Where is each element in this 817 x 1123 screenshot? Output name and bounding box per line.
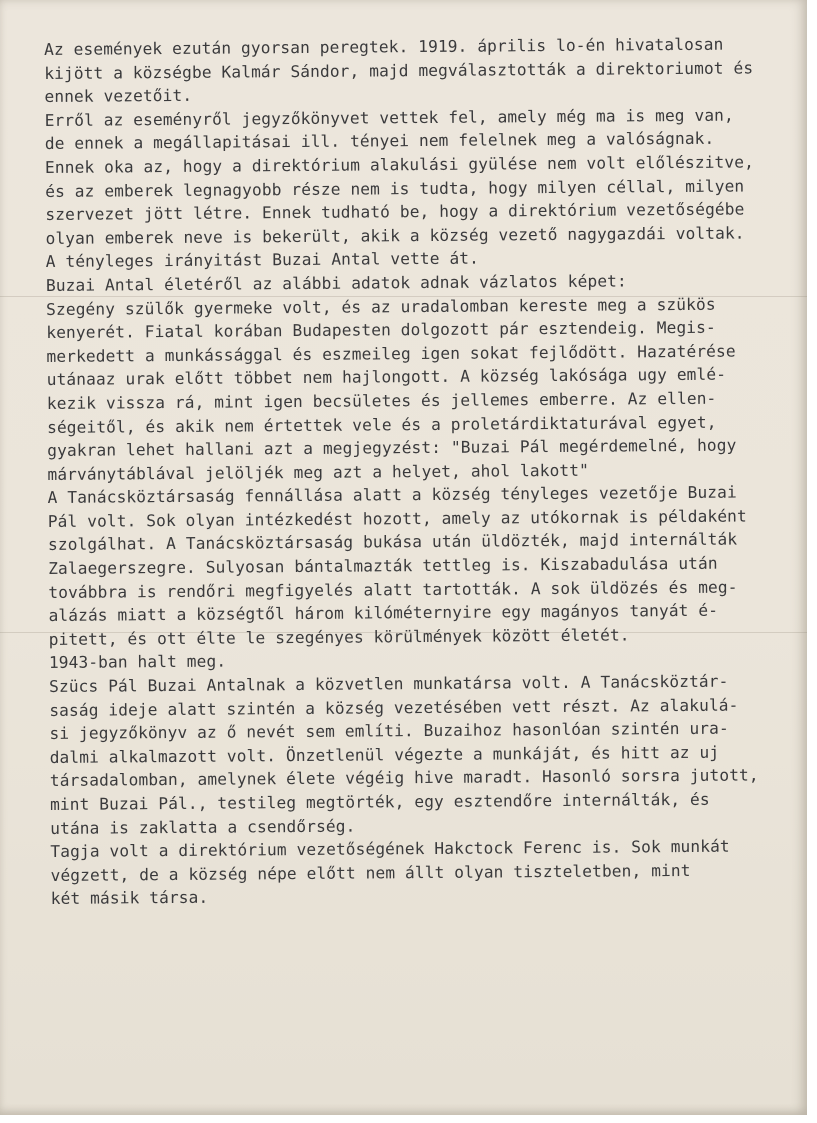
text-line: szervezet jött létre. Ennek tudható be, hogy a direktórium vezetőségébe [45, 199, 745, 225]
text-line: si jegyzőkönyv az ő nevét sem említi. Buzaihoz hasonlóan szintén ura- [49, 718, 729, 744]
text-line: A tényleges irányitást Buzai Antal vette át. [45, 248, 480, 272]
text-line: pitett, és ott élte le szegényes körülmények között életét. [48, 625, 630, 649]
text-line: Ennek oka az, hogy a direktórium alakulási gyülése nem volt előlészitve, [44, 152, 754, 177]
text-line: társadalomban, amelynek élete végéig hive maradt. Hasonló sorsra jutott, [49, 765, 759, 791]
text-line: Szegény szülők gyermeke volt, és az uradalomban kereste meg a szükös [46, 294, 716, 319]
text-line: mint Buzai Pál., testileg megtörték, egy esztendőre internálták, és [49, 789, 710, 814]
text-line: Az események ezután gyorsan peregtek. 1919. április lo-én hivatalosan [44, 34, 724, 59]
text-line: Szücs Pál Buzai Antalnak a közvetlen munkatársa volt. A Tanácsköztár- [49, 671, 729, 697]
text-line: ennek vezetőit. [44, 86, 193, 107]
text-line: kijött a községbe Kalmár Sándor, majd megválasztották a direktoriumot és [44, 58, 754, 83]
text-line: utánaaz urak előtt többet nem hajlongott. A község lakósága ugy emlé- [46, 364, 727, 390]
text-line: dalmi alkalmazott volt. Önzetlenül végezte a munkáját, és hitt az uj [49, 742, 720, 767]
text-line: gyakran lehet hallani azt a megjegyzést: "Buzai Pál megérdemelné, hogy [47, 435, 737, 461]
text-line: alázás miatt a községtől három kilóméternyire egy magányos tanyát é- [48, 600, 719, 626]
text-line: saság ideje alatt szintén a község vezetésében vett részt. Az alakulá- [49, 695, 739, 720]
text-line: Zalaegerszegre. Sulyosan bántalmazták tettleg is. Kiszabadulása után [48, 553, 718, 579]
text-line: Tagja volt a direktórium vezetőségének Hakctock Ferenc is. Sok munkát [50, 836, 730, 862]
text-line: kezik vissza rá, mint igen becsületes és jellemes emberre. Az ellen- [46, 388, 717, 413]
text-line: kenyerét. Fiatal korában Budapesten dolgozott pár esztendeig. Megis- [46, 317, 716, 343]
text-line: A Tanácsköztársaság fennállása alatt a község tényleges vezetője Buzai [47, 482, 737, 508]
text-line: de ennek a megállapitásai ill. tényei nem felelnek meg a valóságnak. [44, 129, 715, 154]
text-line: ségeitől, és akik nem értettek vele és a proletárdiktaturával egyet, [46, 412, 717, 437]
text-line: szolgálhat. A Tanácsköztársaság bukása után üldözték, majd internálták [47, 530, 738, 555]
text-line: és az emberek legnagyobb része nem is tudta, hogy milyen céllal, milyen [45, 176, 745, 201]
text-line: merkedett a munkássággal és eszmeileg igen sokat fejlődött. Hazatérése [46, 341, 736, 366]
page-margin [807, 0, 817, 1123]
text-line: márványtáblával jelöljék meg azt a helyet, ahol lakott" [47, 460, 589, 484]
text-line: olyan emberek neve is bekerült, akik a község vezető nagygazdái voltak. [45, 223, 745, 248]
typewritten-text [44, 32, 796, 911]
text-line: Pál volt. Sok olyan intézkedést hozott, amely az utókornak is példaként [47, 506, 747, 531]
text-line: Buzai Antal életéről az alábbi adatok adnak vázlatos képet: [45, 271, 627, 295]
text-line: végzett, de a község népe előtt nem állt olyan tiszteletben, mint [50, 860, 691, 885]
text-line: utána is zaklatta a csendőrség. [50, 816, 356, 838]
text-line: 1943-ban halt meg. [48, 652, 227, 673]
text-line: továbbra is rendőri megfigyelés alatt tartották. A sok üldözés és meg- [48, 577, 738, 602]
text-line: Erről az eseményről jegyzőkönyvet vettek fel, amely még ma is meg van, [44, 105, 734, 130]
text-line: két másik társa. [50, 888, 209, 909]
